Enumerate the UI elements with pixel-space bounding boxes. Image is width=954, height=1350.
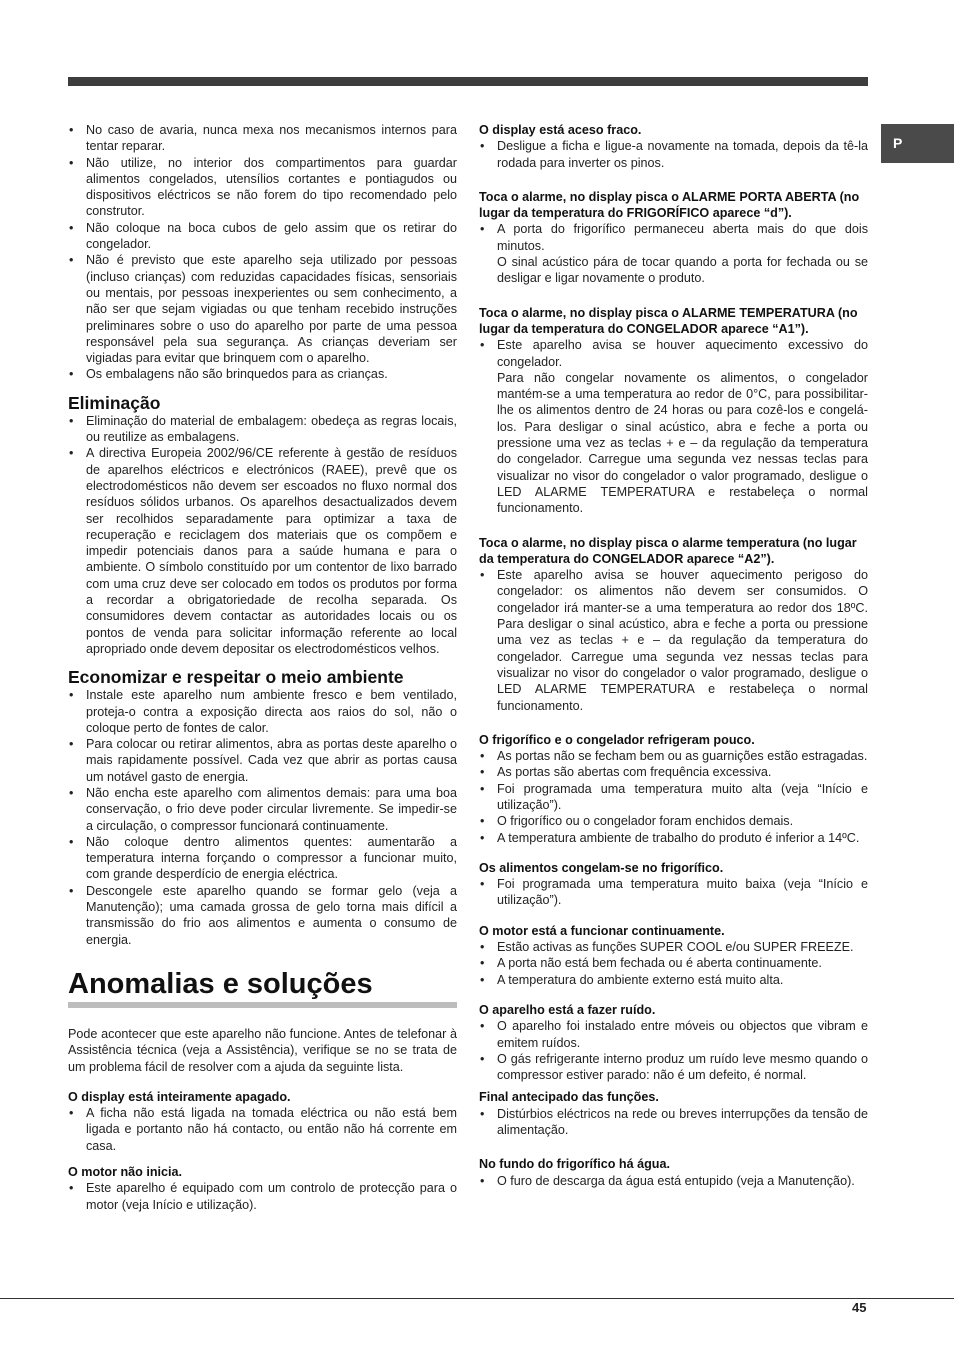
problem-list [479,1018,868,1083]
list-item: • Foi programada uma temperatura muito alta (veja “Início e utilização”). [479,781,868,814]
section-title-eco: Economizar e respeitar o meio ambiente [68,667,404,688]
list-item: • Não encha este aparelho com alimentos demais: para uma boa conservação, o frio deve poder circular livremente. Se impedir-se a circulação, o compressor funcionará continuamente. [68,785,457,834]
problem-heading: O display está inteiramente apagado. [68,1089,291,1104]
list-item: • Não é previsto que este aparelho seja utilizado por pessoas (incluso crianças) com reduzidas capacidades físicas, sensoriais ou mentais, por pessoas inexperientes ou sem conhecimento, a não ser que sejam vigiadas ou que tenham recebido instruções preliminares sobre o uso do aparelho por parte de uma pessoa responsável pela sua segurança. As crianças deveriam ser vigiadas para evitar que brinquem com o aparelho. [68,252,457,366]
footer-rule [0,1298,954,1299]
problem-heading: Os alimentos congelam-se no frigorífico. [479,860,724,875]
problem-list [479,138,868,171]
list-item: • Descongele este aparelho quando se formar gelo (veja a Manutenção); uma camada grossa de gelo torna mais difícil a transmissão do frio aos alimentos e aumenta o consumo de energia. [68,883,457,948]
list-item: • Não coloque na boca cubos de gelo assim que os retirar do congelador. [68,220,457,253]
list-item: • A temperatura do ambiente externo está muito alta. [479,972,868,988]
list-item: • A porta não está bem fechada ou é aberta continuamente. [479,955,868,971]
list-item: • A temperatura ambiente de trabalho do produto é inferior a 14ºC. [479,830,868,846]
header-rule [68,77,868,86]
left-column [68,122,457,1213]
list-item: • Não utilize, no interior dos compartimentos para guardar alimentos congelados, utensílios cortantes e pontiagudos ou dispositivos eléctricos se não forem do tipo recomendado pelo construtor. [68,155,457,220]
problem-heading: Toca o alarme, no display pisca o alarme temperatura (no lugar da temperatura do CONGELADOR aparece “A2”). [479,535,857,566]
list-item: • A ficha não está ligada na tomada eléctrica ou não está bem ligada e portanto não há contacto, ou então não há corrente em casa. [68,1105,457,1154]
list-item: • Este aparelho é equipado com um controlo de protecção para o motor (veja Início e utilização). [68,1180,457,1213]
problem-list [479,748,868,846]
language-label: P [893,135,903,151]
list-item: • O aparelho foi instalado entre móveis ou objectos que vibram e emitem ruídos. [479,1018,868,1051]
disposal-list [68,413,457,657]
list-item [479,221,868,286]
problem-heading: Toca o alarme, no display pisca o ALARME PORTA ABERTA (no lugar da temperatura do FRIGORÍFICO aparece “d”). [479,189,860,221]
list-item-text: Para não congelar novamente os alimentos, o congelador mantém-se a uma temperatura ao redor de 0°C, para possibilitar-lhe os alimentos dentro de 24 horas ou para cozê-los e congelá-los. Para desligar o sinal acústico, abra e feche a porta ou pressione uma vez as teclas + e – da regulação da temperatura do congelador. Carregue uma segunda vez nessas teclas para visualizar no visor do congelador o valor programado, desligue o LED ALARME TEMPERATURA e restabeleça o normal funcionamento. [497,370,868,516]
problem-list [479,1106,868,1139]
list-item: • Distúrbios eléctricos na rede ou breves interrupções da tensão de alimentação. [479,1106,868,1139]
problem-list [479,567,868,714]
list-item: • Foi programada uma temperatura muito baixa (veja “Início e utilização”). [479,876,868,909]
anomalies-intro: Pode acontecer que este aparelho não funcione. Antes de telefonar à Assistência técnica (veja a Assistência), verifique se no se trata de um problema fácil de resolver com a ajuda da seguinte lista. [68,1026,457,1074]
problem-heading: O display está aceso fraco. [479,123,642,137]
list-item-text: A porta do frigorífico permaneceu aberta mais do que dois minutos. [497,222,868,253]
safety-list [68,122,457,383]
list-item: • Os embalagens não são brinquedos para as crianças. [68,366,457,382]
problem-list [479,1173,868,1189]
list-item: • A directiva Europeia 2002/96/CE referente à gestão de resíduos de aparelhos eléctricos e electrónicos (RAEE), prevê que os electrodomésticos não devem ser escoados no fluxo normal dos resíduos sólidos urbanos. Os aparelhos desactualizados devem ser recolhidos separadamente para optimizar a taxa de recuperação e reciclagem dos materiais que os compõem e impedir potenciais danos para a saúde humana e para o ambiente. O símbolo constituído por um contentor de lixo barrado com uma cruz deve ser colocado em todos os produtos por forma a recordar a obrigatoriedade de recolha separada. Os consumidores devem contactar as autoridades locais ou os pontos de venda para solicitar informação referente ao local apropriado onde devem depositar os electrodomésticos velhos. [68,445,457,657]
problem-list [479,221,868,286]
problem-list [68,1180,457,1213]
list-item: • Estão activas as funções SUPER COOL e/ou SUPER FREEZE. [479,939,868,955]
list-item: • Este aparelho avisa se houver aquecimento perigoso do congelador: os alimentos não devem ser consumidos. O congelador irá manter-se a uma temperatura ao redor dos 18ºC. Para desligar o sinal acústico, abra e feche a porta ou pressione uma vez as teclas + e – da regulação da temperatura do congelador. Carregue uma segunda vez nessas teclas para visualizar no visor do congelador o valor programado, desligue o LED ALARME TEMPERATURA e restabeleça o normal funcionamento. [479,567,868,714]
problem-heading: O motor não inicia. [68,1165,183,1180]
list-item: • Não coloque dentro alimentos quentes: aumentarão a temperatura interna forçando o compressor a funcionar muito, com grande desperdício de energia eléctrica. [68,834,457,883]
list-item: • O frigorífico ou o congelador foram enchidos demais. [479,813,868,829]
problem-heading: Final antecipado das funções. [479,1090,659,1105]
list-item: • As portas não se fecham bem ou as guarnições estão estragadas. [479,748,868,764]
list-item: • Eliminação do material de embalagem: obedeça as regras locais, ou reutilize as embalagens. [68,413,457,446]
right-column [479,122,868,1189]
problem-heading: O motor está a funcionar continuamente. [479,923,725,938]
problem-heading: Toca o alarme, no display pisca o ALARME TEMPERATURA (no lugar da temperatura do CONGELADOR aparece “A1”). [479,305,858,336]
section-title-disposal: Eliminação [68,392,161,413]
problem-list [68,1105,457,1154]
list-item: • O furo de descarga da água está entupido (veja a Manutenção). [479,1173,868,1189]
list-item: • Instale este aparelho num ambiente fresco e bem ventilado, proteja-o contra a exposição directa aos raios do sol, não o coloque perto de fontes de calor. [68,687,457,736]
language-tab [881,124,954,163]
page-number: 45 [852,1300,867,1315]
list-item: • As portas são abertas com frequência excessiva. [479,764,868,780]
problem-heading: O frigorífico e o congelador refrigeram pouco. [479,732,755,747]
list-item-text: Este aparelho avisa se houver aquecimento excessivo do congelador. [497,338,868,369]
problem-list [479,337,868,516]
list-item-text: O sinal acústico pára de tocar quando a porta for fechada ou se desligar e ligar novamente o produto. [497,255,868,286]
problem-heading: No fundo do frigorífico há água. [479,1157,670,1172]
list-item: • O gás refrigerante interno produz um ruído leve mesmo quando o compressor estiver parado: não é um defeito, é normal. [479,1051,868,1084]
list-item [479,337,868,516]
problem-heading: O aparelho está a fazer ruído. [479,1002,656,1017]
problem-list [479,939,868,988]
list-item: • Para colocar ou retirar alimentos, abra as portas deste aparelho o mais rapidamente possível. Cada vez que abrir as portas causa um notável gasto de energia. [68,736,457,785]
eco-list [68,687,457,948]
problem-list [479,876,868,909]
list-item: • Desligue a ficha e ligue-a novamente na tomada, depois da tê-la rodada para inverter os pinos. [479,138,868,171]
list-item: • No caso de avaria, nunca mexa nos mecanismos internos para tentar reparar. [68,122,457,155]
section-title-anomalies: Anomalias e soluções [68,968,457,1008]
